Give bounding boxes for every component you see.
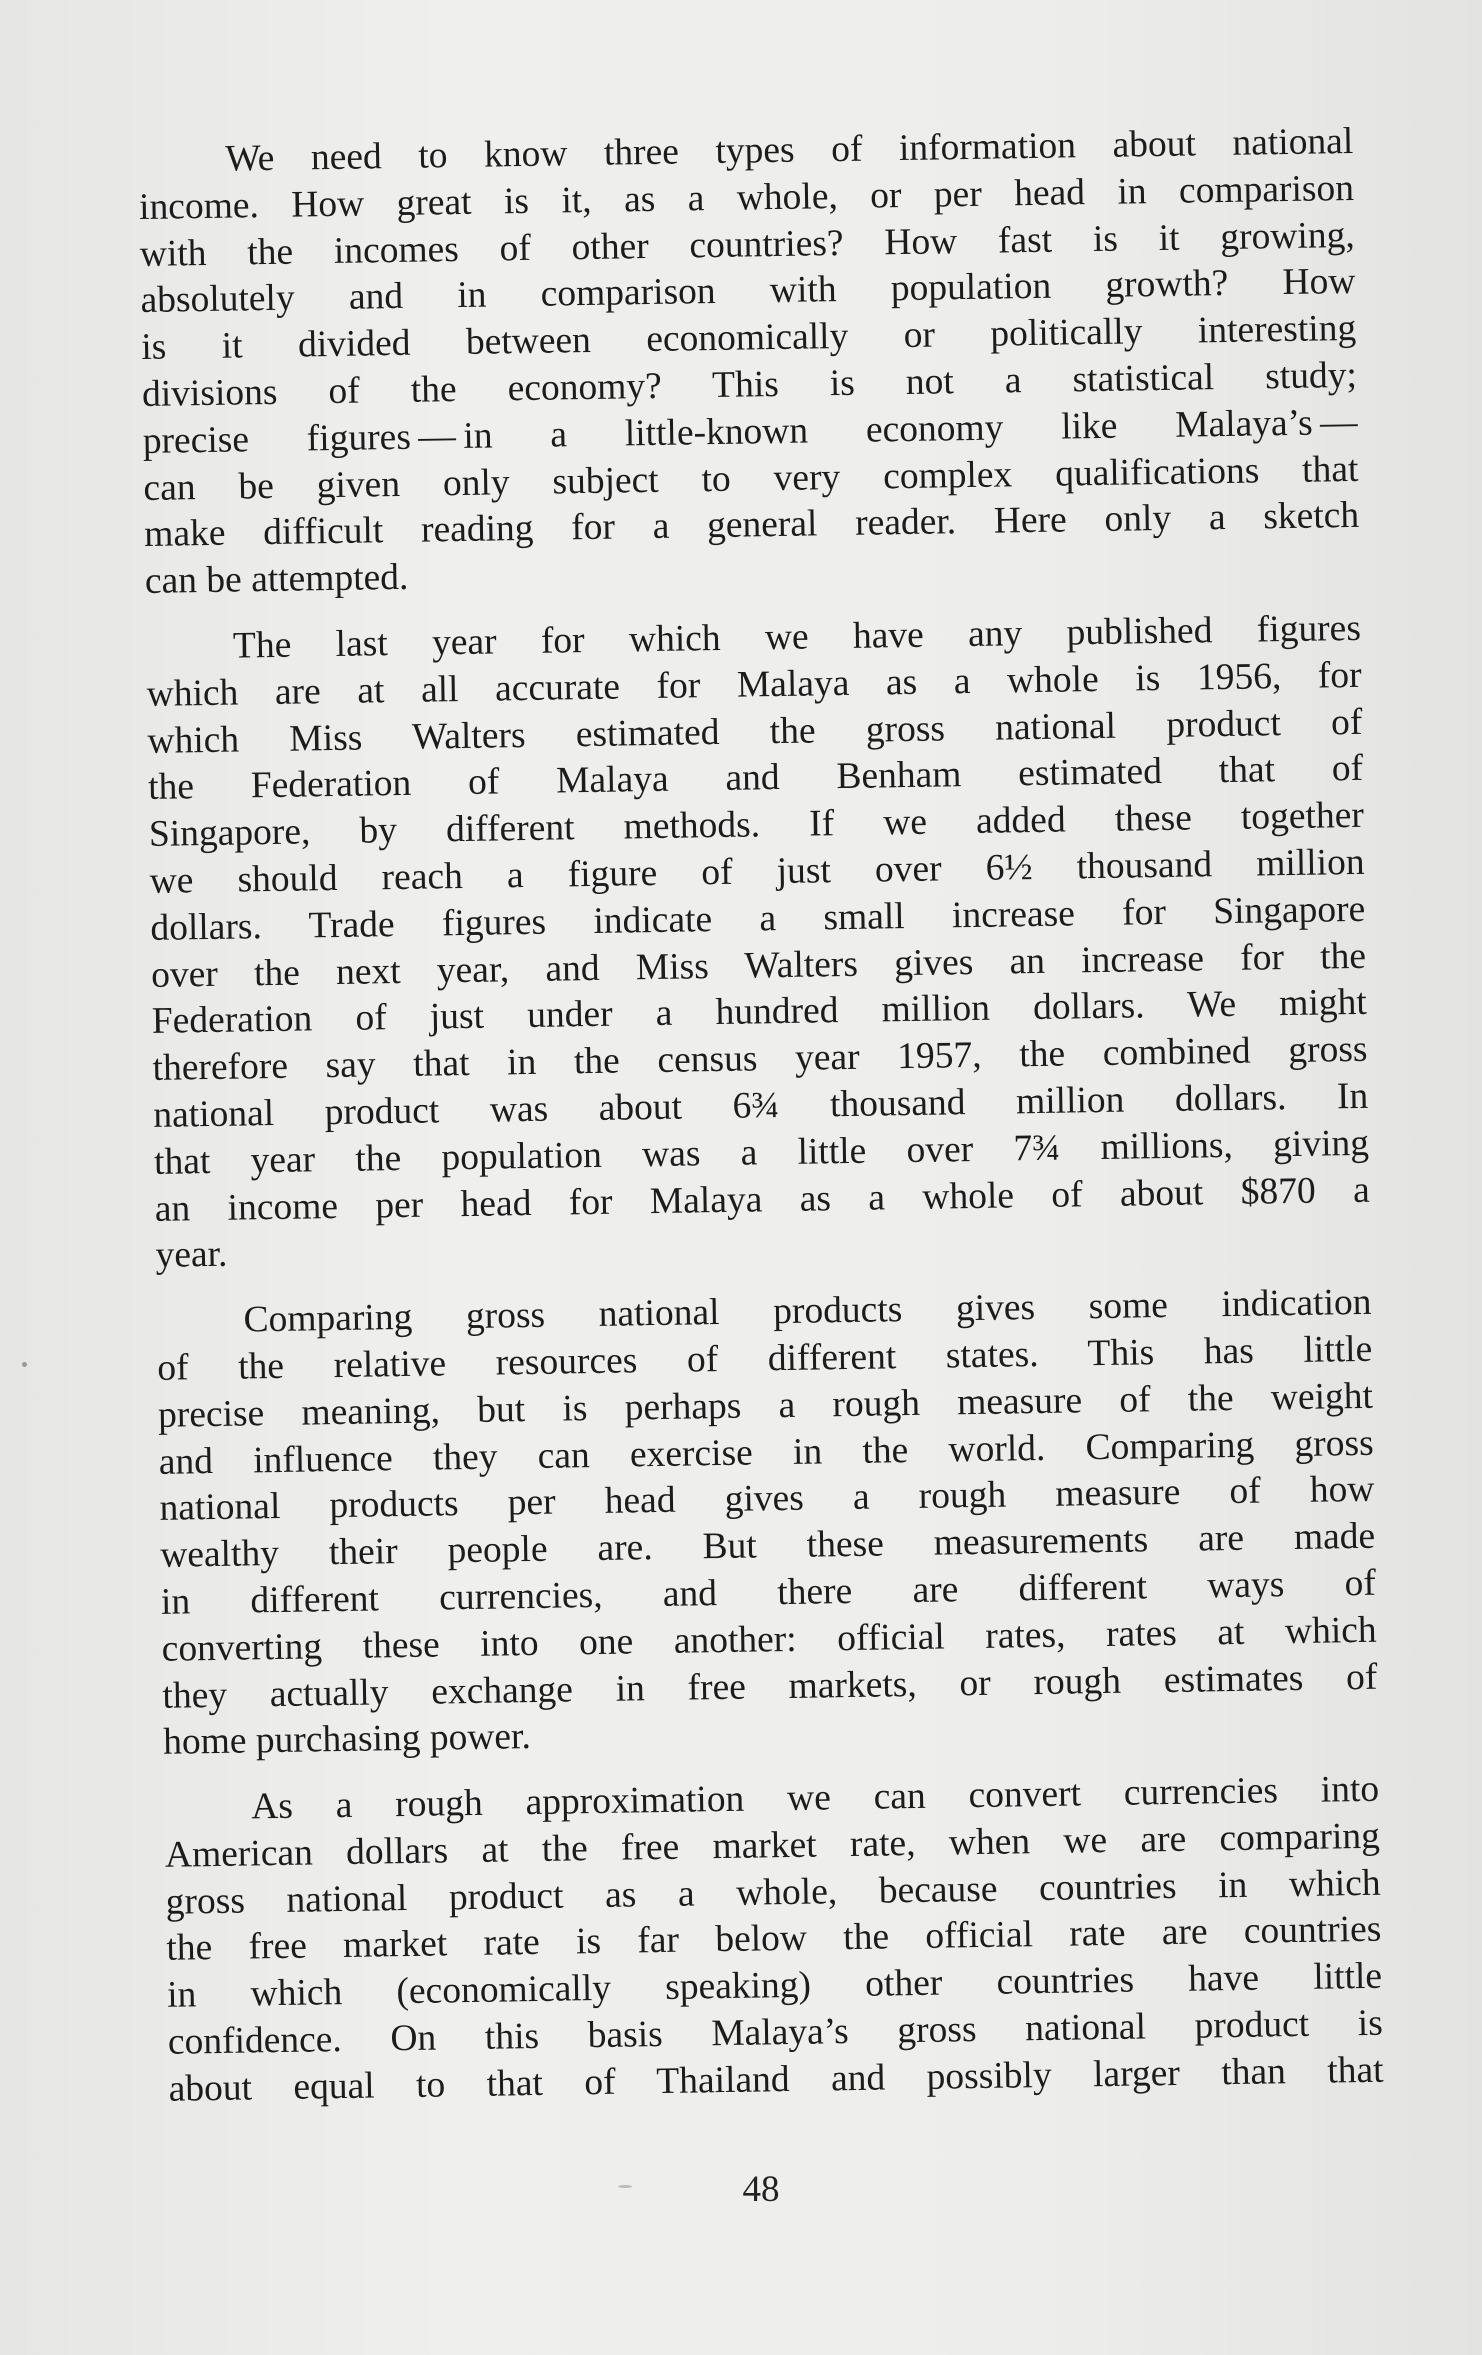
text-line: As a rough approximation we can convert currencies into (250, 1768, 1380, 1828)
body-text (138, 119, 1384, 2133)
paragraph-4 (164, 1767, 1384, 2114)
print-speck (22, 1362, 27, 1367)
text-line: Singapore, by different methods. If we added these together (148, 794, 1365, 856)
print-speck (618, 2185, 632, 2188)
text-line: the Federation of Malaya and Benham estimated that of (147, 748, 1364, 809)
text-line: we should reach a figure of just over 6½ thousand million (149, 841, 1365, 902)
text-line: an income per head for Malaya as a whole of about $870 a (154, 1169, 1370, 1230)
text-line: We need to know three types of information about national (225, 120, 1354, 180)
text-line: confidence. On this basis Malaya’s gross national product is (167, 2002, 1384, 2063)
text-line: precise figures — in a little-known economy like Malaya’s — (142, 401, 1358, 462)
text-line: home purchasing power. (162, 1716, 532, 1764)
text-line: Comparing gross national products gives some indication (243, 1281, 1372, 1341)
text-line: over the next year, and Miss Walters gives an increase for the (150, 935, 1367, 996)
text-line: converting these into one another: official rates, rates at which (161, 1609, 1377, 1670)
text-line: wealthy their people are. But these measurements are made (159, 1515, 1376, 1576)
text-line: they actually exchange in free markets, or rough estimates of (162, 1656, 1378, 1717)
page-number: 48 (742, 2169, 780, 2210)
text-line: The last year for which we have any published figures (232, 607, 1362, 667)
text-line: which Miss Walters estimated the gross national product of (147, 701, 1363, 762)
text-line: American dollars at the free market rate, when we are comparing (164, 1815, 1381, 1876)
text-line: the free market rate is far below the official rate are countries (166, 1909, 1382, 1970)
text-line: and influence they can exercise in the world. Comparing gross (158, 1422, 1374, 1483)
text-line: national products per head gives a rough measure of how (159, 1469, 1375, 1530)
text-line: can be attempted. (144, 556, 409, 603)
text-line: Federation of just under a hundred million dollars. We might (151, 982, 1368, 1043)
text-line: gross national product as a whole, because countries in which (165, 1862, 1381, 1923)
text-line: therefore say that in the census year 1957, the combined gross (152, 1028, 1368, 1090)
text-line: divisions of the economy? This is not a statistical study; (141, 354, 1358, 415)
text-line: is it divided between economically or politically interesting (140, 308, 1357, 369)
text-line: in which (economically speaking) other countries have little (166, 1955, 1383, 2017)
paragraph-3 (156, 1280, 1378, 1767)
paragraph-1 (138, 119, 1360, 606)
text-line: precise meaning, but is perhaps a rough measure of the weight (157, 1375, 1374, 1436)
text-line: with the incomes of other countries? How fast is it growing, (139, 214, 1355, 275)
text-line: dollars. Trade figures indicate a small increase for Singapore (150, 888, 1366, 949)
text-line: absolutely and in comparison with population growth? How (140, 261, 1356, 322)
text-line: of the relative resources of different states. This has little (157, 1328, 1373, 1389)
text-line: about equal to that of Thailand and possibly larger than that (168, 2049, 1384, 2110)
text-line: which are at all accurate for Malaya as a whole is 1956, for (146, 654, 1362, 715)
text-line: income. How great is it, as a whole, or per head in comparison (138, 167, 1355, 228)
text-line: make difficult reading for a general reader. Here only a sketch (143, 495, 1360, 556)
text-line: can be given only subject to very complex qualifications that (143, 448, 1359, 509)
text-line: that year the population was a little over 7¾ millions, giving (153, 1122, 1370, 1183)
paragraph-2 (146, 606, 1371, 1280)
text-line: national product was about 6¾ thousand million dollars. In (153, 1075, 1369, 1136)
text-line: year. (155, 1234, 228, 1277)
text-line: in different currencies, and there are different ways of (160, 1562, 1377, 1623)
